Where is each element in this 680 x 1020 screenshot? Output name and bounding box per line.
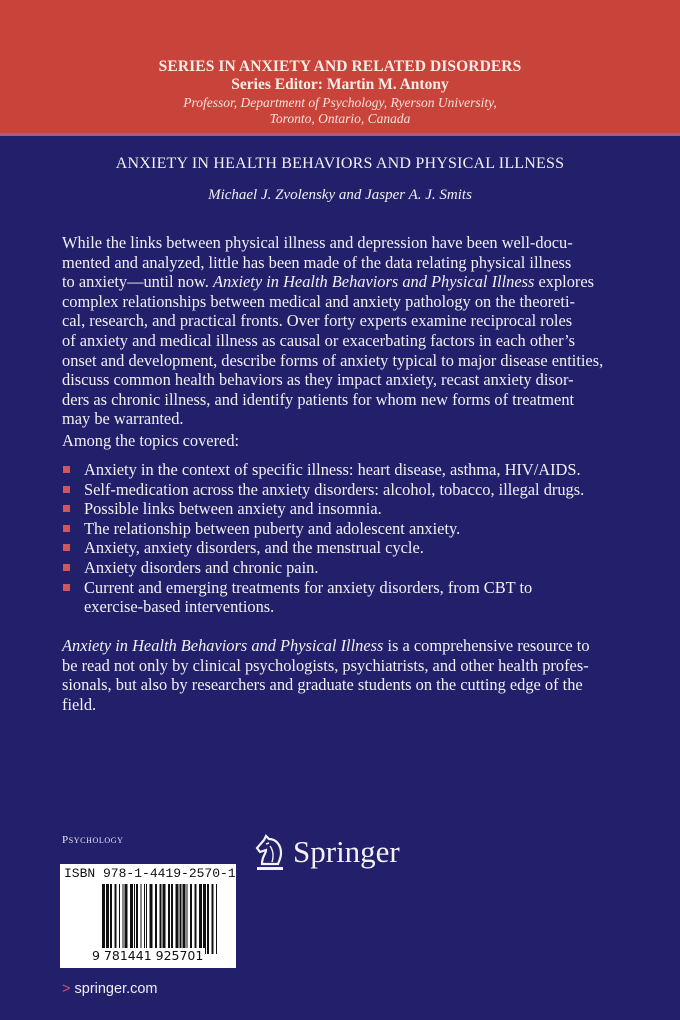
series-name: SERIES IN ANXIETY AND RELATED DISORDERS [158,58,522,75]
barcode-bar [150,884,153,954]
series-editor: Series Editor: Martin M. Antony [231,76,449,93]
barcode-bar [183,884,186,954]
publisher-url[interactable] [62,981,158,997]
barcode-bar [216,884,217,954]
text-segment: to anxiety—until now. [62,272,213,292]
bullet-square-icon [63,525,70,532]
barcode-bar [203,884,206,954]
text-segment: of anxiety and medical illness as causal or exacerbating factors in each other’s [62,331,576,350]
description-line [62,409,184,429]
editor-location: Toronto, Ontario, Canada [269,111,411,126]
description-line [62,390,574,410]
topic-item: Self-medication across the anxiety disorders: alcohol, tobacco, illegal drugs. [84,479,585,499]
description-line [62,311,572,331]
barcode-bar [123,884,124,954]
barcode-bars [102,884,220,954]
topic-item: Possible links between anxiety and insomnia. [84,499,382,519]
isbn-barcode [60,864,236,968]
barcode-bar [115,884,117,954]
barcode-bar [155,884,157,954]
book-authors: Michael J. Zvolensky and Jasper A. J. Smits [208,187,472,203]
barcode-bar [207,884,209,954]
bullet-square-icon [63,564,70,571]
barcode-bar [160,884,162,954]
text-segment: While the links between physical illness and depression have been well-docu- [62,233,573,252]
italic-title-text: Anxiety in Health Behaviors and Physical Illness [62,636,384,655]
barcode-bar [119,884,120,954]
knight-horse-icon [254,834,288,872]
text-segment: cal, research, and practical fronts. Over forty experts examine reciprocal roles [62,311,573,331]
text-segment: be read not only by clinical psychologists, psychiatrists, and other health profes- [62,655,589,675]
description-line [62,331,575,351]
text-segment: onset and development, describe forms of anxiety typical to major disease entities, [62,350,604,370]
bullet-square-icon [63,544,70,551]
barcode-bar [130,884,133,954]
text-segment: field. [62,694,97,714]
editor-affiliation: Professor, Department of Psychology, Ryerson University, [183,95,497,110]
band-divider [0,133,680,136]
description-line [62,272,594,292]
closing-line [62,636,590,656]
description-line [62,292,575,312]
barcode-digits: 9 781441 925701 [92,948,204,963]
text-segment: discuss common health behaviors as they impact anxiety, recast anxiety disor- [62,370,574,390]
description-line [62,253,571,273]
text-segment: sionals, but also by researchers and graduate students on the cutting edge of the [62,675,583,695]
description-line [62,370,574,390]
topic-item: Anxiety, anxiety disorders, and the menstrual cycle. [84,538,424,558]
book-title: ANXIETY IN HEALTH BEHAVIORS AND PHYSICAL ILLNESS [115,155,565,172]
barcode-bar [180,884,182,954]
text-segment: explores [534,272,594,292]
topics-intro: Among the topics covered: [62,431,240,450]
topic-item: exercise-based interventions. [84,597,275,617]
bullet-square-icon [63,505,70,512]
barcode-bar [136,884,138,954]
barcode-bar [110,884,112,954]
category-label: Psychology [62,834,124,846]
closing-line [62,675,583,695]
barcode-bar [195,884,197,954]
barcode-bar [146,884,147,954]
text-segment: is a comprehensive resource to [383,636,590,655]
text-segment: may be warranted. [62,409,184,429]
barcode-bar [106,884,109,954]
closing-line [62,695,96,715]
topic-item: Current and emerging treatments for anxiety disorders, from CBT to [84,577,533,597]
barcode-bar [163,884,166,954]
barcode-bar [176,884,179,954]
text-segment: mented and analyzed, little has been made of the data relating physical illness [62,252,572,272]
barcode-bar [187,884,188,954]
publisher-logo-text: Springer [293,834,400,869]
barcode-bar [102,884,105,954]
bullet-square-icon [63,486,70,493]
text-segment: complex relationships between medical and anxiety pathology on the theoreti- [62,291,575,311]
barcode-bar [125,884,128,954]
barcode-bar [141,884,142,954]
url-text[interactable]: springer.com [74,981,158,997]
text-segment: ders as chronic illness, and identify patients for whom new forms of treatment [62,389,575,409]
isbn-label: ISBN 978-1-4419-2570-1 [64,866,236,881]
arrow-icon: > [62,981,71,997]
barcode-bar [144,884,145,954]
closing-line [62,656,589,676]
bullet-square-icon [63,466,70,473]
description-line [62,233,573,253]
topic-item: The relationship between puberty and adolescent anxiety. [84,518,461,538]
barcode-bar [212,884,214,954]
italic-title-text: Anxiety in Health Behaviors and Physical Illness [213,272,535,292]
topic-item: Anxiety in the context of specific illness: heart disease, asthma, HIV/AIDS. [84,460,581,479]
description-line [62,351,603,371]
barcode-bar [171,884,173,954]
barcode-bar [168,884,170,954]
bullet-square-icon [63,584,70,591]
barcode-bar [134,884,135,954]
topic-item: Anxiety disorders and chronic pain. [84,558,319,577]
barcode-bar [190,884,192,954]
barcode-bar [199,884,202,954]
